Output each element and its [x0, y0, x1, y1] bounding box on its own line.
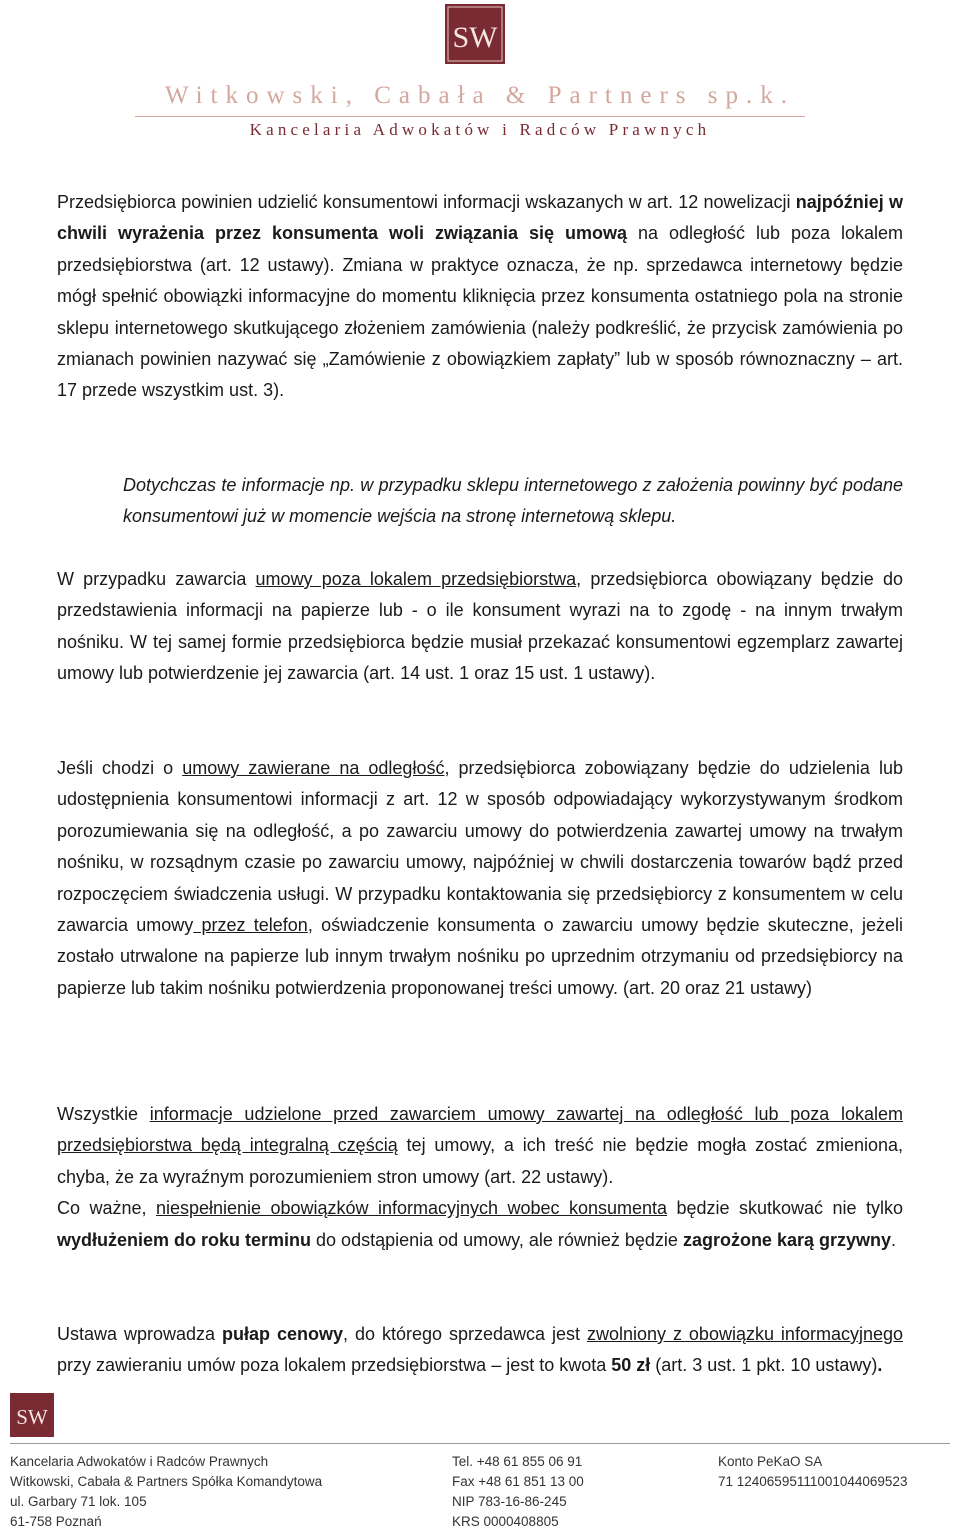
firm-subtitle: Kancelaria Adwokatów i Radców Prawnych — [249, 120, 711, 139]
footer-fax: Fax +48 61 851 13 00 — [452, 1474, 584, 1489]
paragraph-off-premises: W przypadku zawarcia umowy poza lokalem przedsiębiorstwa, przedsiębiorca obowiązany będzie do przedstawienia informacji na papierze lub - o ile konsument wyrazi na to zgodę - na innym trwałym nośniku. W tej samej formie przedsiębiorca będzie musiał przekazać konsumentowi egzemplarz zawartej umowy lub potwierdzenie jej zawarcia (art. 14 ust. 1 oraz 15 ust. 1 ustawy). — [57, 569, 903, 684]
logo-letters: SW — [452, 21, 498, 54]
footer-line: 61-758 Poznań — [10, 1514, 102, 1529]
paragraph-deadline: Przedsiębiorca powinien udzielić konsumentowi informacji wskazanych w art. 12 nowelizacji najpóźniej w chwili wyrażenia przez konsumenta woli związania się umową na odległość lub poza lokalem przedsiębiorstwa (art. 12 ustawy). Zmiana w praktyce oznacza, że np. sprzedawca internetowy będzie mógł spełnić obowiązki informacyjne do momentu kliknięcia przez konsumenta ostatniego pola na stronie sklepu internetowego skutkującego złożeniem zamówienia (należy podkreślić, że przycisk zamówienia po zmianach powinien nazywać się „Zamówienie z obowiązkiem zapłaty” lub w sposób równoznaczny – art. 17 przede wszystkim ust. 3). — [57, 192, 904, 401]
header-divider — [135, 116, 805, 117]
footer-divider — [10, 1443, 950, 1444]
footer-address — [10, 1452, 322, 1532]
footer-bank-account: 71 12406595111001044069523 — [718, 1474, 908, 1489]
paragraph-integral-part: Wszystkie informacje udzielone przed zawarciem umowy zawartej na odległość lub poza lokalem przedsiębiorstwa będą integralną częścią tej umowy, a ich treść nie będzie mogła zostać zmieniona, chyba, że za wyraźnym porozumieniem stron umowy (art. 22 ustawy). Co ważne, niespełnienie obowiązków informacyjnych wobec konsumenta będzie skutkować nie tylko wydłużeniem do roku terminu do odstąpienia od umowy, ale również będzie zagrożone karą grzywny. — [57, 1104, 904, 1250]
footer-bank — [718, 1452, 907, 1492]
footer-bank-name: Konto PeKaO SA — [718, 1454, 823, 1469]
footer-logo — [10, 1393, 54, 1437]
paragraph-previous-rule: Dotychczas te informacje np. w przypadku sklepu internetowego z założenia powinny być podane konsumentowi już w momencie wejścia na stronę internetową sklepu. — [123, 475, 903, 527]
footer-phone: Tel. +48 61 855 06 91 — [452, 1454, 583, 1469]
footer-logo-letters: SW — [16, 1405, 48, 1429]
footer-krs: KRS 0000408805 — [452, 1514, 559, 1529]
footer-line: Witkowski, Cabała & Partners Spółka Komandytowa — [10, 1474, 323, 1489]
footer-line: ul. Garbary 71 lok. 105 — [10, 1494, 147, 1509]
footer-nip: NIP 783-16-86-245 — [452, 1494, 567, 1509]
paragraph-price-cap: Ustawa wprowadza pułap cenowy, do którego sprzedawca jest zwolniony z obowiązku informacyjnego przy zawieraniu umów poza lokalem przedsiębiorstwa – jest to kwota 50 zł (art. 3 ust. 1 pkt. 10 ustawy). — [57, 1324, 903, 1376]
footer-line: Kancelaria Adwokatów i Radców Prawnych — [10, 1454, 269, 1469]
firm-logo — [445, 4, 505, 64]
footer-contact — [452, 1452, 584, 1532]
paragraph-distance-contracts: Jeśli chodzi o umowy zawierane na odległość, przedsiębiorca zobowiązany będzie do udzielenia lub udostępnienia konsumentowi informacji z art. 12 w sposób odpowiadający wykorzystywanym środkom porozumiewania się na odległość, a po zawarciu umowy do potwierdzenia zawartej umowy na trwałym nośniku, w rozsądnym czasie po zawarciu umowy, najpóźniej w chwili dostarczenia towarów bądź przed rozpoczęciem świadczenia usługi. W przypadku kontaktowania się przedsiębiorcy z konsumentem w celu zawarcia umowy przez telefon, oświadczenie konsumenta o zawarciu umowy będzie skuteczne, jeżeli zostało utrwalone na papierze lub innym trwałym nośniku po uprzednim otrzymaniu od przedsiębiorcy na papierze lub takim nośniku potwierdzenia proponowanej treści umowy. (art. 20 oraz 21 ustawy) — [57, 758, 903, 998]
firm-name: Witkowski, Cabała & Partners sp.k. — [165, 82, 795, 109]
